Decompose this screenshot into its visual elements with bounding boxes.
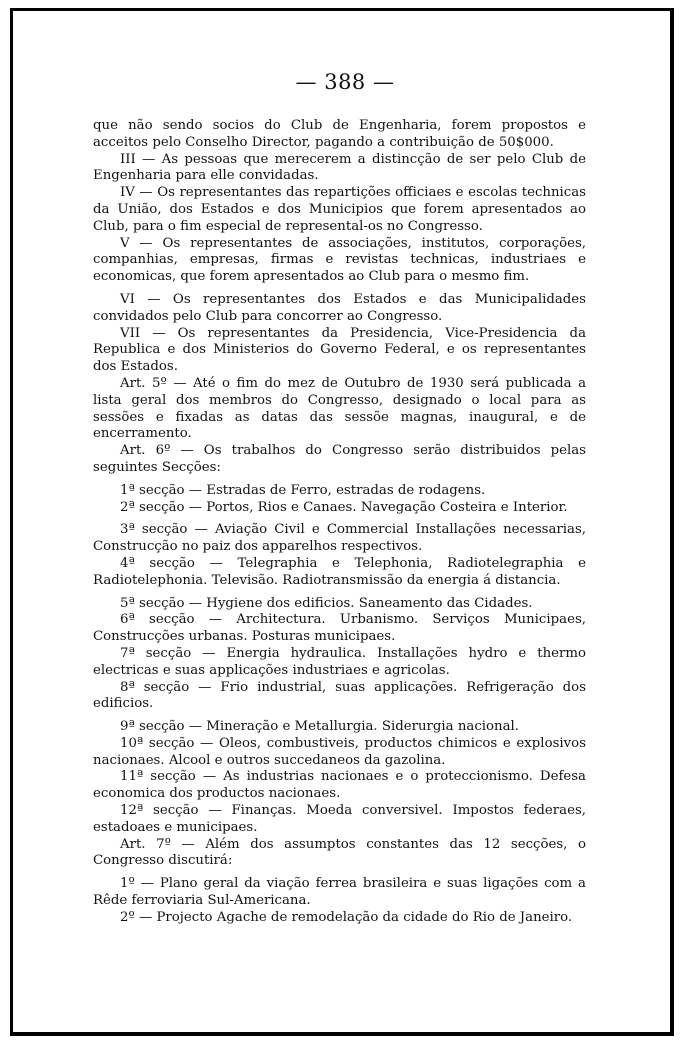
paragraph: IV — Os representantes das repartições officiaes e escolas technicas da União, dos Estados e dos Municipios que forem apresentados ao Club, para o fim especial de represental-os no Congresso. <box>93 185 586 234</box>
paragraph: 4ª secção — Telegraphia e Telephonia, Radiotelegraphia e Radiotelephonia. Televisão. Radiotransmissão da energia á distancia. <box>93 555 586 588</box>
paragraph: III — As pessoas que merecerem a distincção de ser pelo Club de Engenharia para elle convidadas. <box>93 151 586 184</box>
paragraph: 10ª secção — Oleos, combustiveis, productos chimicos e explosivos nacionaes. Alcool e outros succedaneos da gazolina. <box>93 735 586 768</box>
paragraph: 1º — Plano geral da viação ferrea brasileira e suas ligações com a Rêde ferroviaria Sul-Americana. <box>93 876 586 909</box>
paragraph: 1ª secção — Estradas de Ferro, estradas de rodagens. <box>120 482 486 498</box>
page-number: — 388 — <box>295 70 395 94</box>
paragraph: 2º — Projecto Agache de remodelação da cidade do Rio de Janeiro. <box>120 909 573 925</box>
paragraph: que não sendo socios do Club de Engenharia, forem propostos e acceitos pelo Conselho Director, pagando a contribuição de 50$000. <box>93 118 586 150</box>
paragraph: 2ª secção — Portos, Rios e Canaes. Navegação Costeira e Interior. <box>120 499 568 515</box>
paragraph: 7ª secção — Energia hydraulica. Installações hydro e thermo electricas e suas applicações industriaes e agricolas. <box>93 645 586 678</box>
paragraph: 6ª secção — Architectura. Urbanismo. Serviços Municipaes, Construcções urbanas. Posturas municipaes. <box>93 612 586 645</box>
paragraph: 11ª secção — As industrias nacionaes e o proteccionismo. Defesa economica dos productos nacionaes. <box>93 769 586 802</box>
paragraph: VI — Os representantes dos Estados e das Municipalidades convidados pelo Club para concorrer ao Congresso. <box>93 291 586 324</box>
paragraph: 9ª secção — Mineração e Metallurgia. Siderurgia nacional. <box>120 719 519 735</box>
body-text <box>93 118 586 927</box>
paragraph: 12ª secção — Finanças. Moeda conversivel. Impostos federaes, estadoaes e municipaes. <box>93 803 586 835</box>
paragraph: V — Os representantes de associações, institutos, corporações, companhias, empresas, firmas e revistas technicas, industriaes e economicas, que forem apresentados ao Club para o mesmo fim. <box>93 235 586 285</box>
paragraph: 3ª secção — Aviação Civil e Commercial Installações necessarias, Construcção no paiz dos apparelhos respectivos. <box>93 522 586 555</box>
paragraph: Art. 5º — Até o fim do mez de Outubro de 1930 será publicada a lista geral dos membros do Congresso, designado o local para as sessões e fixadas as datas das sessõe magnas, inaugural, e de encerramento. <box>93 375 586 442</box>
paragraph: 8ª secção — Frio industrial, suas applicações. Refrigeração dos edificios. <box>93 679 586 712</box>
paragraph: Art. 7º — Além dos assumptos constantes das 12 secções, o Congresso discutirá: <box>93 836 586 869</box>
paragraph: 5ª secção — Hygiene dos edificios. Saneamento das Cidades. <box>120 595 533 611</box>
paragraph: VII — Os representantes da Presidencia, Vice-Presidencia da Republica e dos Ministerios do Governo Federal, e os representantes dos Estados. <box>93 325 586 375</box>
paragraph: Art. 6º — Os trabalhos do Congresso serão distribuidos pelas seguintes Secções: <box>93 443 586 475</box>
